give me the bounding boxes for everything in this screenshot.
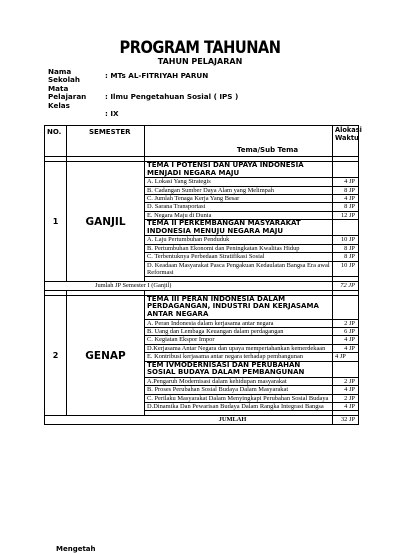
topic-cell: C. Perilaku Masyarakat Dalam Menyingkapi Perubahan Sosial Budaya [145,394,333,402]
topic-cell: A.Pengaruh Modernisasi dalam kehidupan masyarakat [145,377,333,385]
theme-heading: TEMA II PERKEMBANGAN MASYARAKAT INDONESIA MENUJU NEGARA MAJU [145,220,333,236]
topic-cell: D. Keadaan Masyarakat Pasca Pengakuan Kedaulatan Bangsa Era awal Reformasi [145,261,333,277]
jp-cell: 8 JP [333,203,359,211]
topic-cell: A. Peran Indonesia dalam kerjasama antar negara [145,319,333,327]
col-header-tema: Tema/Sub Tema [145,126,333,157]
program-table [44,125,362,425]
semester-total-jp: 72 JP [333,282,359,290]
theme-heading: TEM IVMODERNISASI DAN PERUBAHAN SOSIAL BUDAYA DALAM PEMBANGUNAN [145,361,333,377]
topic-cell: D.Dinamika Dan Pewarisan Budaya Dalam Rangka Integrasi Bangsa [145,403,333,411]
topic-cell: B. Cadangan Sumber Daya Alam yang Melimpah [145,186,333,194]
semester-total-row [45,282,359,290]
topic-cell: C. Kegiatan Ekspor Impor [145,336,333,344]
jp-cell: 10 JP [333,261,359,277]
page-title: PROGRAM TAHUNAN [119,38,281,58]
footer-label: Mengetah [56,545,96,553]
topic-cell: B. Uang dan Lembaga Keuangan dalam perdagangan [145,328,333,336]
col-header-alokasi: Alokasi Waktu [333,126,359,157]
semester-total-jp: 32 JP [333,416,359,424]
semester-no: 2 [45,295,67,416]
jp-cell: 4 JP [333,386,359,394]
table-header-row [45,126,359,157]
semester-total-row [45,416,359,424]
semester-name: GANJIL [67,162,145,282]
jp-cell: 4 JP [333,178,359,186]
theme-heading-row [45,295,359,319]
jp-cell: 12 JP [333,211,359,219]
jp-cell: 4 JP [333,195,359,203]
field-value-kelas: : IX [105,109,119,118]
field-label-kelas: Kelas [48,101,70,110]
topic-cell: B. Pertumbuhan Ekonomi dan Peningkatan Kwalitas Hidup [145,244,333,252]
jp-cell: 10 JP [333,236,359,244]
field-value-mapel: : Ilmu Pengetahuan Sosial ( IPS ) [105,92,239,101]
page-subtitle: TAHUN PELAJARAN [157,57,243,66]
col-header-semester: SEMESTER [67,126,145,157]
field-value-sekolah: : MTs AL-FITRIYAH PARUN [105,71,209,80]
theme-heading: TEMA I POTENSI DAN UPAYA INDONESIA MENJADI NEGARA MAJU [145,162,333,178]
jp-cell: 8 JP [333,244,359,252]
col-header-no: NO. [45,126,67,157]
jp-cell: 2 JP [333,319,359,327]
jp-cell: 4 JP [333,344,359,352]
semester-name: GENAP [67,295,145,416]
topic-cell: D. Sarana Transportasi [145,203,333,211]
semester-total-label: Jumlah JP Semester I (Ganjil) [45,282,333,290]
jp-cell: 2 JP [333,377,359,385]
semester-no: 1 [45,162,67,282]
topic-cell: C. Terbentuknya Perbedaan Stratifikasi Sosial [145,253,333,261]
jp-cell: 4 JP [333,336,359,344]
jp-cell: 8 JP [333,186,359,194]
topic-cell: E. Negara Maju di Dunia [145,211,333,219]
theme-heading: TEMA III PERAN INDONESIA DALAM PERDAGANGAN, INDUSTRI DAN KERJASAMA ANTAR NEGARA [145,295,333,319]
jp-cell: 4 JP [333,353,359,361]
topic-cell: C. Jumlah Tenaga Kerja Yang Besar [145,195,333,203]
semester-total-label: JUMLAH [45,416,333,424]
topic-cell: E. Kontribusi kerjasama antar negara terhadap pembangunan [145,353,333,361]
jp-cell: 6 JP [333,328,359,336]
jp-cell: 8 JP [333,253,359,261]
topic-cell: D.Kerjasama Antar Negara dan upaya mempertahankan kemerdekaan [145,344,333,352]
topic-cell: A. Laju Pertumbuhan Penduduk [145,236,333,244]
topic-cell: A. Lokasi Yang Strategis [145,178,333,186]
jp-cell: 4 JP [333,403,359,411]
field-label-mapel: Mata Pelajaran [48,84,87,102]
jp-cell: 2 JP [333,394,359,402]
field-label-sekolah: Nama Sekolah [48,67,81,85]
topic-cell: B. Proses Perubahan Sosial Budaya Dalam Masyarakat [145,386,333,394]
theme-heading-row [45,162,359,178]
